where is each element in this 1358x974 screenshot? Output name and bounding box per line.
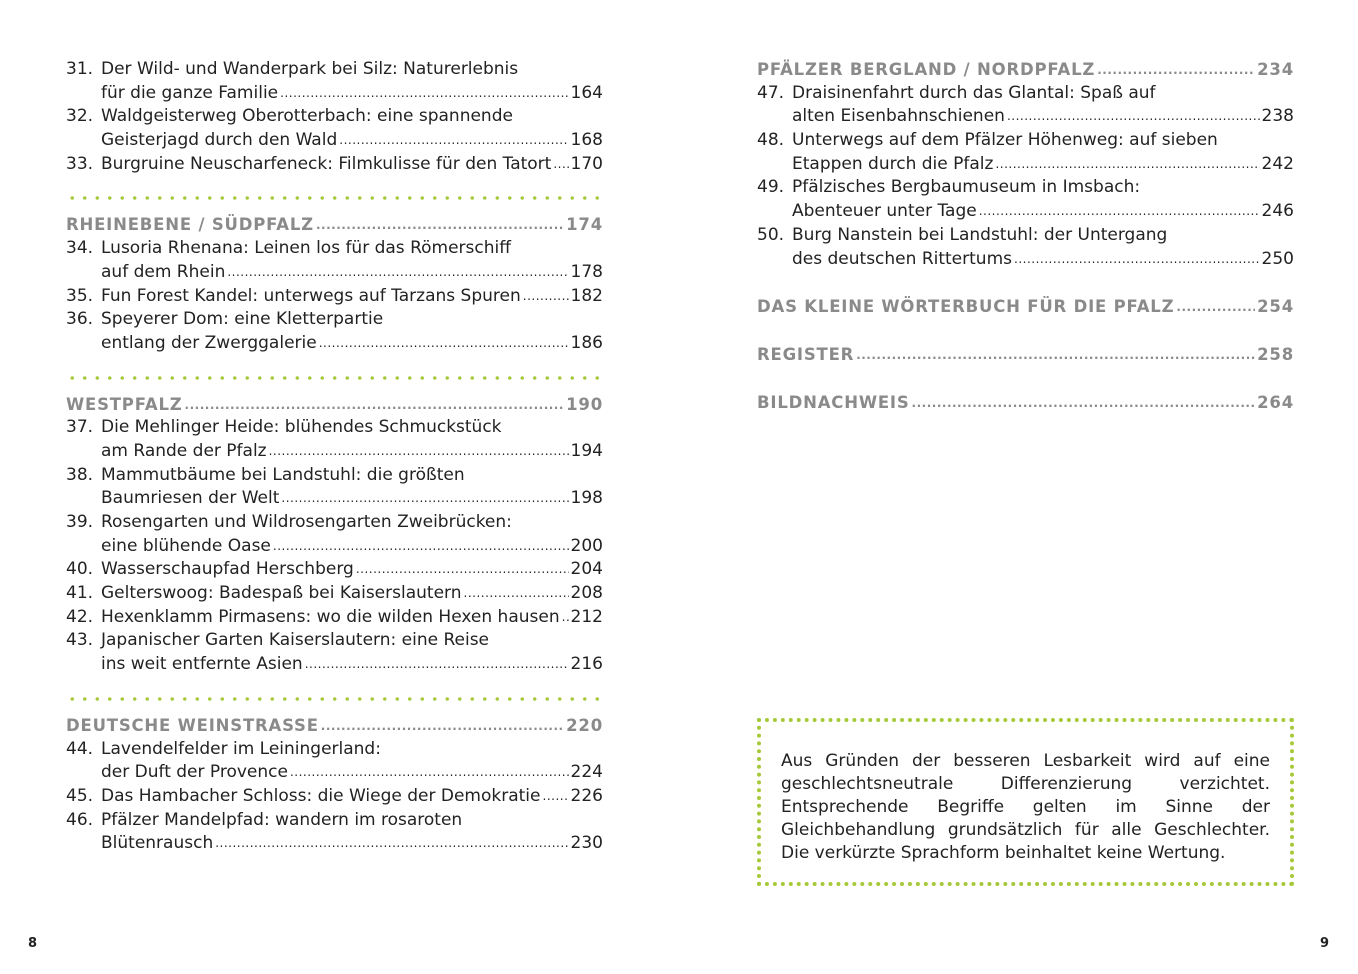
entry-page: 164 xyxy=(570,82,603,103)
notice-text: Aus Gründen der besseren Lesbarkeit wird auf eine geschlechtsneutrale Differenzierung verzichtet. Entsprechende Begriffe gelten im Sinne der Gleichbehandlung grundsätzlich für alle Geschlechter. Die verkürzte Sprachform beinhaltet keine Wertung. xyxy=(781,751,1270,863)
dot-leader xyxy=(319,331,569,356)
dot-leader xyxy=(269,439,569,464)
toc-entry-line xyxy=(66,558,603,582)
dot-leader xyxy=(356,557,569,582)
entry-number: 37. xyxy=(66,417,94,438)
section-heading xyxy=(757,343,1294,367)
entry-title: Unterwegs auf dem Pfälzer Höhenweg: auf sieben xyxy=(792,130,1218,151)
entry-page: 224 xyxy=(570,762,603,783)
section-heading xyxy=(757,295,1294,319)
entry-title: Baumriesen der Welt xyxy=(101,488,280,509)
dot-leader xyxy=(305,652,569,677)
section-title: PFÄLZER BERGLAND / NORDPFALZ xyxy=(757,60,1096,79)
entry-title: am Rande der Pfalz xyxy=(101,440,267,461)
entry-title: Geisterjagd durch den Wald xyxy=(101,130,338,151)
entry-number: 50. xyxy=(757,224,785,245)
entry-page: 208 xyxy=(570,583,603,604)
entry-number: 46. xyxy=(66,809,94,830)
dot-leader xyxy=(321,713,564,739)
entry-title: Hexenklamm Pirmasens: wo die wilden Hexen hausen xyxy=(101,606,560,627)
entry-number: 49. xyxy=(757,177,785,198)
entry-number: 31. xyxy=(66,59,94,79)
entry-number: 45. xyxy=(66,785,94,806)
entry-number: 40. xyxy=(66,559,94,580)
dot-leader xyxy=(316,212,564,238)
dot-leader xyxy=(185,392,565,418)
entry-number: 39. xyxy=(66,512,94,532)
dot-leader xyxy=(1097,57,1255,83)
entry-page: 204 xyxy=(570,559,603,580)
entry-page: 250 xyxy=(1261,248,1294,269)
section-gap xyxy=(757,367,1294,391)
section-page: 234 xyxy=(1257,60,1294,79)
entry-title: Waldgeisterweg Oberotterbach: eine spannende xyxy=(101,106,513,127)
entry-title: auf dem Rhein xyxy=(101,261,226,282)
section-heading xyxy=(66,714,603,738)
entry-title: Das Hambacher Schloss: die Wiege der Demokratie xyxy=(101,785,541,806)
toc-entry-line xyxy=(66,606,603,630)
entry-title: ins weit entfernte Asien xyxy=(101,654,303,675)
entry-number: 32. xyxy=(66,106,94,127)
toc-entry-line xyxy=(66,535,603,559)
entry-title: für die ganze Familie xyxy=(101,82,279,103)
entry-title: Pfälzisches Bergbaumuseum in Imsbach: xyxy=(792,177,1141,198)
dot-leader xyxy=(856,342,1255,368)
entry-title: Lusoria Rhenana: Leinen los für das Römerschiff xyxy=(101,238,511,259)
dot-leader xyxy=(464,581,569,606)
entry-title: Burg Nanstein bei Landstuhl: der Untergang xyxy=(792,224,1168,245)
entry-page: 212 xyxy=(570,606,603,627)
section-heading xyxy=(66,213,603,237)
entry-title: Blütenrausch xyxy=(101,833,214,854)
toc-entry-line xyxy=(66,332,603,356)
toc-entry-line xyxy=(757,224,1294,248)
entry-title: Der Wild- und Wanderpark bei Silz: Naturerlebnis xyxy=(101,59,519,79)
section-heading xyxy=(66,393,603,417)
entry-title: Gelterswoog: Badespaß bei Kaiserslautern xyxy=(101,583,462,604)
entry-number: 42. xyxy=(66,606,94,627)
entry-number: 41. xyxy=(66,583,94,604)
toc-entry-line xyxy=(757,200,1294,224)
entry-title: Etappen durch die Pfalz xyxy=(792,153,994,174)
entry-number: 44. xyxy=(66,738,94,759)
section-title: DEUTSCHE WEINSTRASSE xyxy=(66,715,319,735)
entry-number: 48. xyxy=(757,130,785,151)
section-page: 258 xyxy=(1257,344,1294,364)
toc-entry-line xyxy=(66,153,603,177)
entry-title: Burgruine Neuscharfeneck: Filmkulisse für den Tatort xyxy=(101,153,552,174)
toc-left-column xyxy=(66,58,603,856)
entry-page: 242 xyxy=(1261,153,1294,174)
section-title: DAS KLEINE WÖRTERBUCH FÜR DIE PFALZ xyxy=(757,297,1175,317)
entry-page: 238 xyxy=(1261,106,1294,127)
toc-entry-line xyxy=(66,511,603,535)
section-page: 220 xyxy=(566,715,603,735)
entry-title: Rosengarten und Wildrosengarten Zweibrücken: xyxy=(101,512,512,532)
entry-page: 178 xyxy=(570,261,603,282)
toc-entry-line xyxy=(66,129,603,153)
toc-entry-line xyxy=(66,416,603,440)
entry-page: 168 xyxy=(570,130,603,151)
entry-number: 33. xyxy=(66,153,94,174)
toc-entry-line xyxy=(66,308,603,332)
entry-title: Die Mehlinger Heide: blühendes Schmuckstück xyxy=(101,417,502,438)
entry-title: des deutschen Rittertums xyxy=(792,248,1012,269)
section-gap xyxy=(757,319,1294,343)
toc-entry-line xyxy=(757,153,1294,177)
dot-leader xyxy=(523,284,569,309)
dot-leader xyxy=(1176,294,1255,320)
entry-number: 43. xyxy=(66,630,94,651)
dotted-separator xyxy=(66,695,603,703)
section-page: 254 xyxy=(1257,297,1294,317)
section-title: REGISTER xyxy=(757,344,855,364)
toc-entry-line xyxy=(66,261,603,285)
dot-leader xyxy=(227,260,568,285)
toc-entry-line xyxy=(757,176,1294,200)
toc-entry-line xyxy=(66,629,603,653)
dot-leader xyxy=(280,81,568,106)
dotted-separator xyxy=(66,194,603,202)
toc-entry-line xyxy=(757,105,1294,129)
entry-number: 38. xyxy=(66,464,94,485)
section-heading xyxy=(757,58,1294,82)
toc-entry-line xyxy=(66,58,603,82)
dot-leader xyxy=(995,152,1259,177)
toc-entry-line xyxy=(66,82,603,106)
toc-entry-line xyxy=(66,285,603,309)
entry-title: Mammutbäume bei Landstuhl: die größten xyxy=(101,464,465,485)
entry-title: Lavendelfelder im Leiningerland: xyxy=(101,738,381,759)
entry-page: 182 xyxy=(570,285,603,306)
section-title: WESTPFALZ xyxy=(66,394,183,414)
toc-entry-line xyxy=(66,237,603,261)
dot-leader xyxy=(1014,247,1260,272)
toc-entry-line xyxy=(66,809,603,833)
section-title: RHEINEBENE / SÜDPFALZ xyxy=(66,215,314,235)
page-number-left: 8 xyxy=(28,936,38,951)
dot-leader xyxy=(912,390,1256,416)
dot-leader xyxy=(1007,104,1260,129)
section-gap xyxy=(757,271,1294,295)
entry-title: Japanischer Garten Kaiserslautern: eine Reise xyxy=(101,630,490,651)
dot-leader xyxy=(215,831,568,856)
toc-entry-line xyxy=(66,832,603,856)
entry-number: 34. xyxy=(66,238,94,259)
dot-leader xyxy=(553,152,568,177)
entry-page: 246 xyxy=(1261,201,1294,222)
entry-title: entlang der Zwerggalerie xyxy=(101,332,317,353)
dot-leader xyxy=(290,760,569,785)
toc-entry-line xyxy=(757,248,1294,272)
entry-number: 35. xyxy=(66,285,94,306)
entry-page: 186 xyxy=(570,332,603,353)
entry-page: 230 xyxy=(570,833,603,854)
toc-entry-line xyxy=(66,440,603,464)
dot-leader xyxy=(562,605,569,630)
entry-page: 170 xyxy=(570,153,603,174)
entry-title: Pfälzer Mandelpfad: wandern im rosaroten xyxy=(101,809,463,830)
dot-leader xyxy=(979,199,1260,224)
toc-entry-line xyxy=(66,738,603,762)
entry-title: eine blühende Oase xyxy=(101,535,271,556)
entry-title: alten Eisenbahnschienen xyxy=(792,106,1005,127)
dot-leader xyxy=(339,128,568,153)
entry-number: 36. xyxy=(66,309,94,330)
entry-title: Fun Forest Kandel: unterwegs auf Tarzans Spuren xyxy=(101,285,521,306)
dot-leader xyxy=(281,486,568,511)
entry-page: 198 xyxy=(570,488,603,509)
dot-leader xyxy=(543,784,569,809)
toc-entry-line xyxy=(66,487,603,511)
entry-title: Draisinenfahrt durch das Glantal: Spaß auf xyxy=(792,82,1156,103)
toc-entry-line xyxy=(66,785,603,809)
section-page: 174 xyxy=(566,215,603,235)
entry-title: Abenteuer unter Tage xyxy=(792,201,977,222)
toc-entry-line xyxy=(66,653,603,677)
toc-entry-line xyxy=(757,129,1294,153)
entry-number: 47. xyxy=(757,82,785,103)
toc-entry-line xyxy=(66,105,603,129)
dotted-separator xyxy=(66,374,603,382)
toc-right-column xyxy=(757,58,1294,414)
entry-page: 216 xyxy=(570,654,603,675)
entry-page: 226 xyxy=(570,785,603,806)
entry-title: Speyerer Dom: eine Kletterpartie xyxy=(101,309,384,330)
section-title: BILDNACHWEIS xyxy=(757,392,910,412)
entry-page: 194 xyxy=(570,440,603,461)
section-heading xyxy=(757,391,1294,415)
entry-title: Wasserschaupfad Herschberg xyxy=(101,559,354,580)
dot-leader xyxy=(273,534,569,559)
entry-title: der Duft der Provence xyxy=(101,762,288,783)
entry-page: 200 xyxy=(570,535,603,556)
toc-entry-line xyxy=(66,582,603,606)
page-number-right: 9 xyxy=(1320,936,1330,951)
toc-entry-line xyxy=(757,82,1294,106)
section-page: 264 xyxy=(1257,392,1294,412)
notice-box xyxy=(757,718,1294,886)
toc-entry-line xyxy=(66,464,603,488)
section-page: 190 xyxy=(566,394,603,414)
toc-entry-line xyxy=(66,761,603,785)
